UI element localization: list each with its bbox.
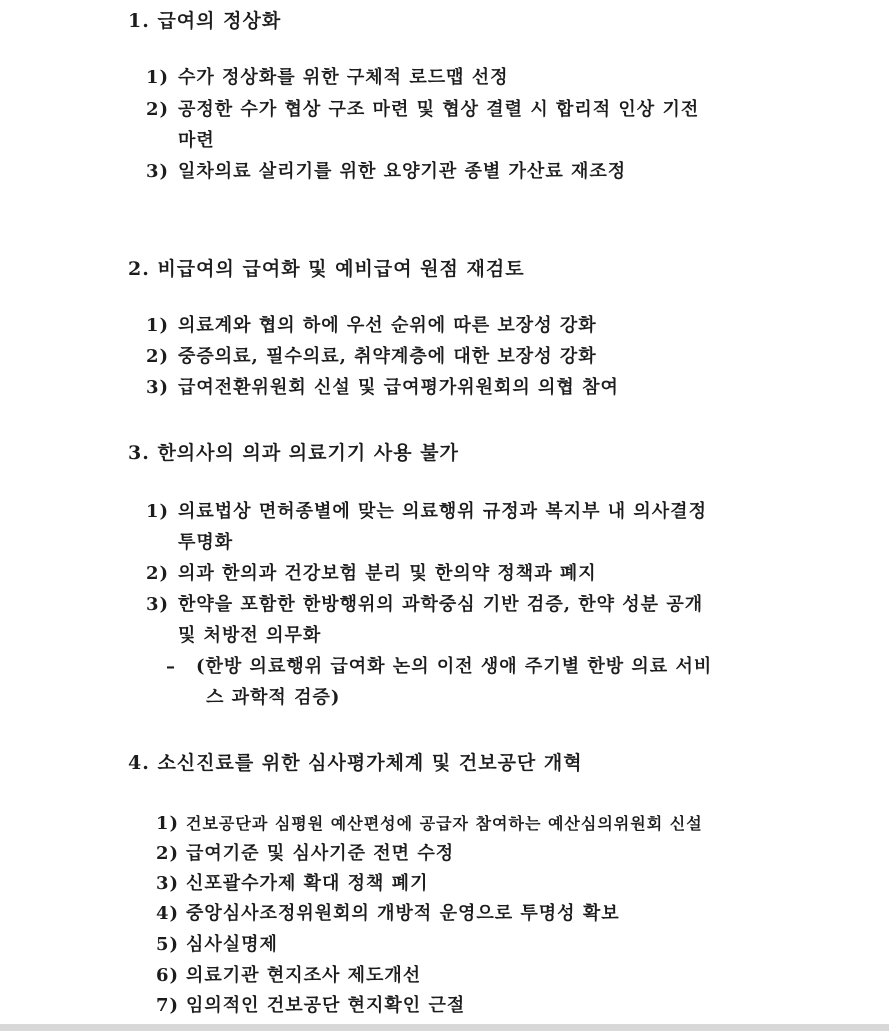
item-number: 1) bbox=[156, 813, 180, 834]
item-text: 중증의료, 필수의료, 취약계층에 대한 보장성 강화 bbox=[178, 346, 597, 367]
item-text-continued: 마련 bbox=[178, 130, 215, 151]
item-number: 2) bbox=[146, 99, 170, 120]
item-number: 3) bbox=[156, 873, 180, 894]
item-number: 3) bbox=[146, 377, 170, 398]
item-number: 5) bbox=[156, 934, 180, 955]
item-text-continued: 투명화 bbox=[178, 532, 234, 553]
item-text-continued: 및 처방전 의무화 bbox=[178, 625, 322, 646]
item-text: 건보공단과 심평원 예산편성에 공급자 참여하는 예산심의위원회 신설 bbox=[186, 814, 703, 833]
item-text: 급여기준 및 심사기준 전면 수정 bbox=[186, 843, 455, 864]
item-number: 1) bbox=[146, 67, 170, 88]
item-text-continued: 스 과학적 검증) bbox=[206, 687, 341, 708]
item-text: 의과 한의과 건강보험 분리 및 한의약 정책과 폐지 bbox=[178, 563, 597, 584]
item-text: 의료기관 현지조사 제도개선 bbox=[186, 965, 422, 986]
item-number: 2) bbox=[156, 843, 180, 864]
item-number: 1) bbox=[146, 501, 170, 522]
item-text: 일차의료 살리기를 위한 요양기관 종별 가산료 재조정 bbox=[178, 161, 627, 182]
item-text: 의료법상 면허종별에 맞는 의료행위 규정과 복지부 내 의사결정 bbox=[178, 501, 707, 522]
item-text: 임의적인 건보공단 현지확인 근절 bbox=[186, 995, 466, 1016]
item-text: 신포괄수가제 확대 정책 폐기 bbox=[186, 873, 429, 894]
item-text: 수가 정상화를 위한 구체적 로드맵 선정 bbox=[178, 67, 509, 88]
item-text: 의료계와 협의 하에 우선 순위에 따른 보장성 강화 bbox=[178, 315, 597, 336]
section-3-title: 3. 한의사의 의과 의료기기 사용 불가 bbox=[128, 442, 459, 464]
item-dash: – bbox=[166, 656, 176, 677]
section-2-title: 2. 비급여의 급여화 및 예비급여 원점 재검토 bbox=[128, 258, 525, 280]
item-number: 2) bbox=[146, 346, 170, 367]
section-1-title: 1. 급여의 정상화 bbox=[128, 10, 282, 32]
item-text: (한방 의료행위 급여화 논의 이전 생애 주기별 한방 의료 서비 bbox=[196, 656, 713, 677]
bottom-border bbox=[0, 1024, 889, 1031]
item-number: 7) bbox=[156, 995, 180, 1016]
item-text: 중앙심사조정위원회의 개방적 운영으로 투명성 확보 bbox=[186, 903, 620, 924]
item-number: 6) bbox=[156, 965, 180, 986]
item-number: 2) bbox=[146, 563, 170, 584]
item-number: 4) bbox=[156, 903, 180, 924]
item-text: 한약을 포함한 한방행위의 과학중심 기반 검증, 한약 성분 공개 bbox=[178, 594, 704, 615]
item-number: 3) bbox=[146, 594, 170, 615]
item-number: 1) bbox=[146, 315, 170, 336]
item-text: 공정한 수가 협상 구조 마련 및 협상 결렬 시 합리적 인상 기전 bbox=[178, 99, 700, 120]
item-text: 심사실명제 bbox=[186, 934, 278, 955]
item-text: 급여전환위원회 신설 및 급여평가위원회의 의협 참여 bbox=[178, 377, 619, 398]
section-4-title: 4. 소신진료를 위한 심사평가체계 및 건보공단 개혁 bbox=[128, 752, 583, 774]
item-number: 3) bbox=[146, 161, 170, 182]
